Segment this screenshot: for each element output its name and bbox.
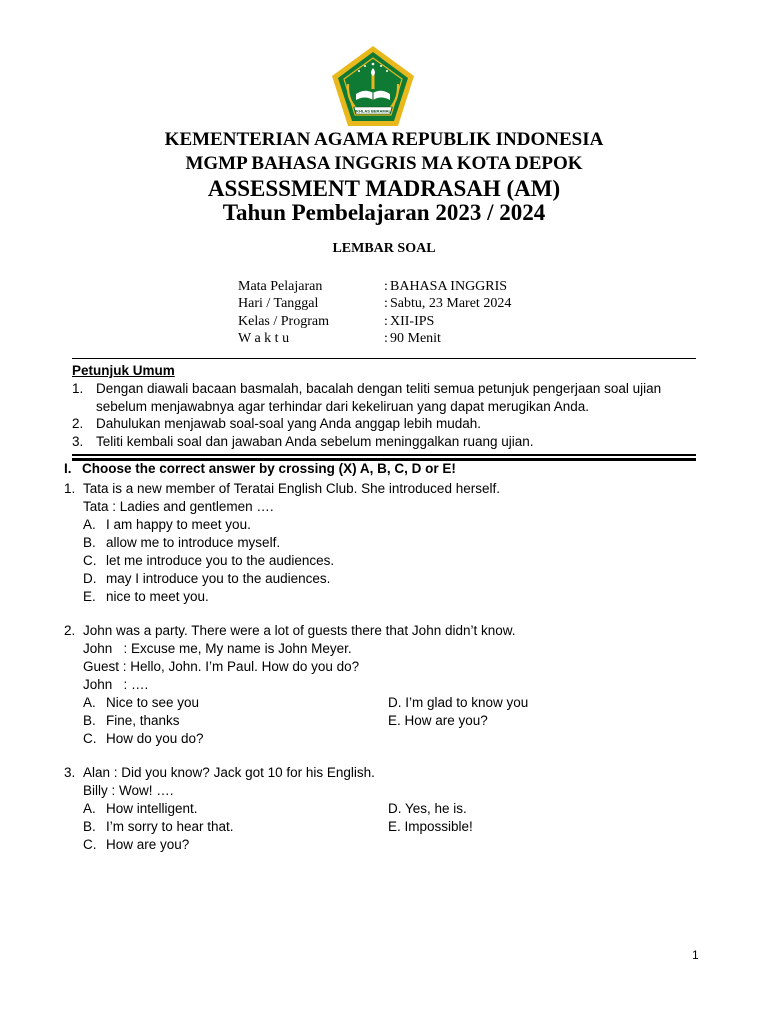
option-text: How intelligent. (106, 801, 198, 816)
answer-option-row (64, 800, 704, 818)
answer-option-row (64, 836, 704, 854)
answer-option-row (64, 730, 704, 748)
option-letter: E. (83, 589, 96, 604)
option-text: How do you do? (106, 731, 204, 746)
sheet-title: LEMBAR SOAL (332, 241, 436, 256)
answer-option[interactable] (83, 712, 388, 730)
question-line: John was a party. There were a lot of guests there that John didn’t know. (83, 623, 516, 638)
question-stem (64, 480, 704, 498)
question-1 (64, 480, 704, 606)
question-number: 1. (64, 481, 76, 496)
question-number: 2. (64, 623, 76, 638)
question-2 (64, 622, 704, 748)
answer-option[interactable] (83, 730, 388, 748)
instruction-item (72, 415, 702, 433)
option-letter: A. (83, 517, 96, 532)
info-value: BAHASA INGGRIS (390, 279, 508, 294)
option-letter: A. (83, 801, 96, 816)
section-title-text: Choose the correct answer by crossing (X) A, B, C, D or E! (82, 461, 456, 476)
info-label: W a k t u (238, 330, 290, 346)
info-label: Mata Pelajaran (238, 279, 323, 294)
option-letter: A. (83, 695, 96, 710)
instruction-number: 1. (72, 381, 84, 396)
option-text: let me introduce you to the audiences. (106, 553, 335, 568)
info-separator: : (384, 313, 388, 329)
question-number: 3. (64, 765, 76, 780)
answer-option[interactable]: E. How are you? (388, 713, 488, 728)
svg-text:IKHLAS BERAMAL: IKHLAS BERAMAL (355, 108, 391, 114)
question-line: Tata : Ladies and gentlemen …. (83, 499, 274, 514)
option-letter: B. (83, 819, 96, 834)
header-mgmp: MGMP BAHASA INGGRIS MA KOTA DEPOK (185, 153, 583, 174)
option-letter: B. (83, 535, 96, 550)
question-line: Guest : Hello, John. I’m Paul. How do you do? (83, 659, 360, 674)
option-text: I am happy to meet you. (106, 517, 251, 532)
answer-option[interactable] (64, 552, 704, 570)
question-line: Tata is a new member of Teratai English Club. She introduced herself. (83, 481, 500, 496)
option-text: Nice to see you (106, 695, 200, 710)
instruction-number: 2. (72, 416, 84, 432)
info-value: 90 Menit (390, 330, 441, 346)
instruction-item (72, 433, 702, 451)
info-row-class (238, 313, 511, 330)
question-line: John : …. (83, 677, 149, 692)
question-stem (64, 622, 704, 640)
instruction-text: Dengan diawali bacaan basmalah, bacalah dengan teliti semua petunjuk pengerjaan soal ujian sebelum menjawabnya agar terhindar dari kekeliruan yang dapat merugikan Anda. (96, 381, 662, 414)
header-school-year: Tahun Pembelajaran 2023 / 2024 (222, 200, 546, 225)
answer-option[interactable] (64, 516, 704, 534)
answer-option[interactable]: D. Yes, he is. (388, 801, 467, 816)
answer-option[interactable] (83, 800, 388, 818)
section-heading (64, 461, 456, 476)
instruction-number: 3. (72, 434, 84, 450)
instructions-top-rule (72, 358, 696, 359)
section-divider-thin (72, 454, 696, 456)
answer-option-row (64, 712, 704, 730)
question-line: Billy : Wow! …. (83, 783, 174, 798)
answer-option[interactable] (83, 818, 388, 836)
option-letter: C. (83, 837, 97, 852)
option-text: I’m sorry to hear that. (106, 819, 234, 834)
section-number: I. (64, 461, 72, 476)
page-number: 1 (692, 948, 699, 962)
exam-info (238, 278, 511, 347)
info-separator: : (384, 279, 388, 294)
option-text: allow me to introduce myself. (106, 535, 281, 550)
option-letter: B. (83, 713, 96, 728)
answer-option[interactable]: D. I’m glad to know you (388, 695, 529, 710)
header-assessment: ASSESSMENT MADRASAH (AM) (207, 176, 561, 201)
question-stem (64, 764, 704, 782)
answer-option[interactable] (64, 570, 704, 588)
question-line: John : Excuse me, My name is John Meyer. (83, 641, 352, 656)
answer-option-row (64, 818, 704, 836)
option-text: nice to meet you. (106, 589, 209, 604)
option-letter: C. (83, 731, 97, 746)
info-separator: : (384, 296, 388, 312)
instructions-list (72, 380, 702, 451)
answer-option[interactable] (64, 588, 704, 606)
info-separator: : (384, 330, 388, 346)
info-row-time (238, 330, 511, 347)
info-label: Hari / Tanggal (238, 296, 319, 312)
info-value: XII-IPS (390, 313, 435, 329)
info-label: Kelas / Program (238, 313, 329, 329)
header-ministry: KEMENTERIAN AGAMA REPUBLIK INDONESIA (164, 129, 604, 150)
question-3 (64, 764, 704, 854)
option-text: Fine, thanks (106, 713, 180, 728)
question-line: Alan : Did you know? Jack got 10 for his English. (83, 765, 375, 780)
instructions-title: Petunjuk Umum (72, 363, 175, 378)
info-row-date (238, 295, 511, 312)
info-row-subject (238, 278, 511, 295)
answer-option[interactable] (83, 694, 388, 712)
instruction-text: Teliti kembali soal dan jawaban Anda sebelum meninggalkan ruang ujian. (96, 434, 534, 450)
instruction-item (72, 380, 702, 415)
instruction-text: Dahulukan menjawab soal-soal yang Anda anggap lebih mudah. (96, 416, 482, 432)
answer-option-row (64, 694, 704, 712)
ministry-logo (330, 44, 416, 130)
option-letter: D. (83, 571, 97, 586)
answer-option[interactable] (83, 836, 388, 854)
option-text: How are you? (106, 837, 190, 852)
option-text: may I introduce you to the audiences. (106, 571, 331, 586)
answer-option[interactable]: E. Impossible! (388, 819, 473, 834)
option-letter: C. (83, 553, 97, 568)
info-value: Sabtu, 23 Maret 2024 (390, 296, 512, 312)
answer-option[interactable] (64, 534, 704, 552)
